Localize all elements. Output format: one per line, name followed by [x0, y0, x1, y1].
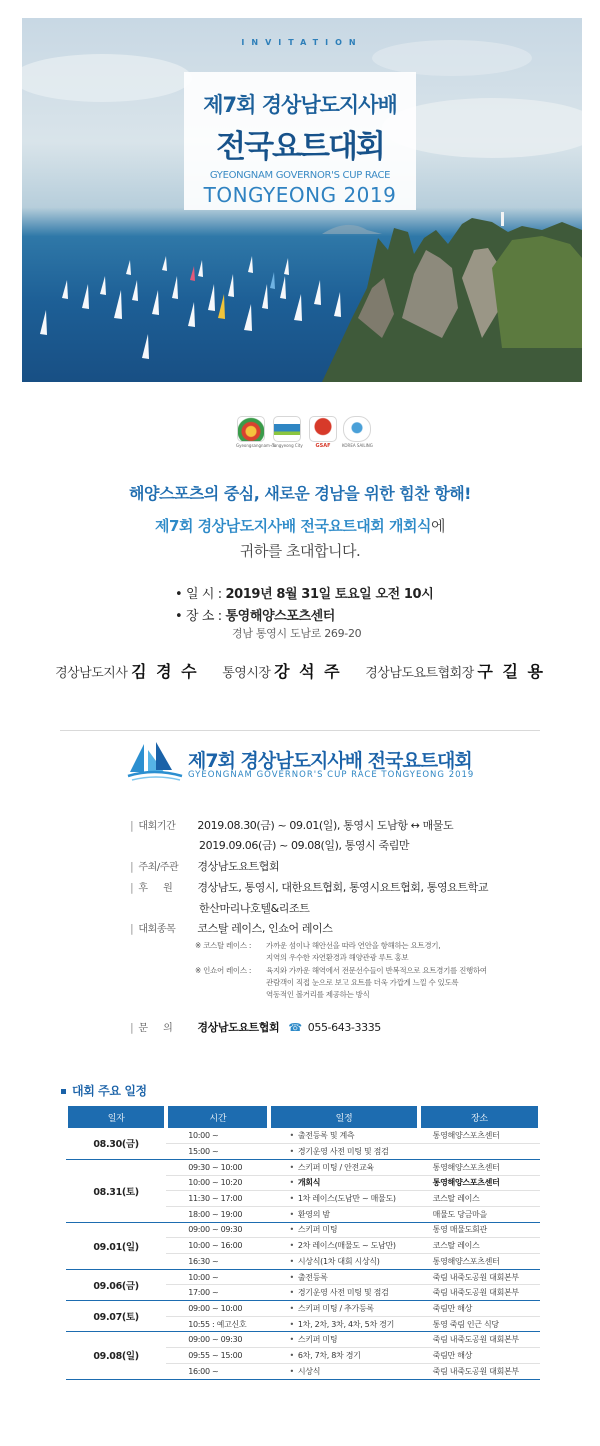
schedule-item: • 환영의 밤: [269, 1206, 418, 1222]
header-place: 장소: [419, 1106, 540, 1128]
hero-subtitle-en: GYEONGNAM GOVERNOR'S CUP RACE: [209, 170, 391, 181]
schedule-place: 통영해양스포츠센터: [419, 1175, 540, 1191]
period-2: 2019.09.06(금) ~ 09.08(일), 통영시 죽림만: [199, 839, 410, 852]
invitation-label: INVITATION: [241, 38, 363, 47]
period-row: | 대회기간 2019.08.30(금) ~ 09.01(일), 통영시 도남항 ↔ 매물도: [130, 819, 454, 832]
schedule-date: 08.30(금): [66, 1128, 166, 1159]
schedule-time: 10:55 : 예고신호: [166, 1316, 269, 1332]
gyeongnam-logo: Gyeongsangnam-do: [236, 416, 266, 454]
signers: [0, 659, 600, 682]
event-subtitle: GYEONGNAM GOVERNOR'S CUP RACE TONGYEONG 2019: [188, 770, 475, 780]
divider: [60, 730, 540, 731]
schedule-date: 09.06(금): [66, 1269, 166, 1300]
sponsor-logos: [236, 416, 376, 456]
signer-name: 구 길 용: [477, 662, 545, 681]
schedule-time: 09:00 ~ 09:30: [166, 1332, 269, 1348]
note-inshore-2: 관람객이 직접 눈으로 보고 요트를 더욱 가깝게 느낄 수 있도록: [266, 978, 459, 987]
phone-icon: ☎: [288, 1021, 302, 1034]
schedule-header-row: [66, 1106, 540, 1128]
schedule-item: • 스키퍼 미팅 / 안전교육: [269, 1159, 418, 1175]
schedule-place: 죽림 내죽도공원 대회본부: [419, 1332, 540, 1348]
schedule-place: 통영해양스포츠센터: [419, 1159, 540, 1175]
hero-title-line1: 제7회 경상남도지사배: [203, 93, 397, 117]
schedule-place: 통영해양스포츠센터: [419, 1128, 540, 1144]
schedule-title: 대회 주요 일정: [61, 1082, 147, 1099]
schedule-item: • 출전등록 및 계측: [269, 1128, 418, 1144]
sponsor-2: 한산마리나호텔&리조트: [199, 902, 310, 915]
schedule-date: 09.08(일): [66, 1332, 166, 1379]
schedule-date: 08.31(토): [66, 1159, 166, 1222]
signer-title: 경상남도지사: [55, 666, 128, 681]
period-label: 대회기간: [138, 821, 176, 832]
schedule-time: 15:00 ~: [166, 1144, 269, 1160]
schedule-time: 10:00 ~ 16:00: [166, 1238, 269, 1254]
date-label: • 일 시 :: [175, 587, 222, 602]
place-info: [175, 605, 335, 624]
table-row: [66, 1269, 540, 1285]
schedule-time: 16:00 ~: [166, 1363, 269, 1379]
schedule-item: • 스키퍼 미팅: [269, 1222, 418, 1238]
schedule-place: 통영 매물도회관: [419, 1222, 540, 1238]
signer-name: 강 석 주: [274, 662, 342, 681]
invitation-line: [0, 515, 600, 536]
sailboat-logo-icon: [126, 740, 184, 782]
events-value: 코스탈 레이스, 인쇼어 레이스: [197, 922, 333, 935]
schedule-place: 통영 죽림 인근 식당: [419, 1316, 540, 1332]
sponsor-label: 후 원: [138, 883, 179, 894]
schedule-place: 죽림만 해상: [419, 1301, 540, 1317]
schedule-place: 통영해양스포츠센터: [419, 1254, 540, 1270]
schedule-time: 18:00 ~ 19:00: [166, 1206, 269, 1222]
gsaf-logo: GSAF: [308, 416, 338, 454]
schedule-place: [419, 1144, 540, 1160]
place-value: 통영해양스포츠센터: [225, 609, 335, 624]
invitation-request: 귀하를 초대합니다.: [239, 542, 361, 560]
table-row: [66, 1222, 540, 1238]
signer-title: 경상남도요트협회장: [365, 666, 474, 681]
table-row: [66, 1332, 540, 1348]
schedule-table: [64, 1106, 542, 1380]
place-label: • 장 소 :: [175, 609, 222, 624]
hero-subtitle-place: TONGYEONG 2019: [203, 183, 397, 207]
note-inshore-1: 육지와 가까운 해역에서 전문선수들이 반복적으로 요트경기를 진행하여: [266, 966, 487, 975]
header-time: 시간: [166, 1106, 269, 1128]
contact-label: 문 의: [138, 1023, 179, 1034]
hero-title-line2: 전국요트대회: [216, 129, 384, 165]
sponsor-1: 경상남도, 통영시, 대한요트협회, 통영시요트협회, 통영요트학교: [197, 881, 489, 894]
event-title: 제7회 경상남도지사배 전국요트대회: [188, 750, 472, 772]
event-name: 제7회 경상남도지사배 전국요트대회 개회식: [155, 517, 431, 535]
address: 경남 통영시 도남로 269-20: [232, 627, 362, 640]
schedule-time: 10:00 ~: [166, 1128, 269, 1144]
host-row: | 주최/주관 경상남도요트협회: [130, 860, 280, 873]
schedule-place: 코스탈 레이스: [419, 1191, 540, 1207]
schedule-place: 죽림만 해상: [419, 1348, 540, 1364]
schedule-item: • 2차 레이스(매물도 ~ 도남만): [269, 1238, 418, 1254]
signer-name: 김 경 수: [131, 662, 199, 681]
schedule-item: • 1차 레이스(도남만 ~ 매물도): [269, 1191, 418, 1207]
events-row: | 대회종목 코스탈 레이스, 인쇼어 레이스: [130, 922, 333, 935]
contact-row: | 문 의 경상남도요트협회 ☎ 055-643-3335: [130, 1021, 381, 1034]
korea-sailing-logo: KOREA SAILING: [342, 416, 372, 454]
schedule-date: 09.01(일): [66, 1222, 166, 1269]
schedule-place: 매물도 당금마을: [419, 1206, 540, 1222]
note-inshore-label: ※ 인쇼어 레이스 :: [195, 966, 252, 975]
signer-title: 통영시장: [222, 666, 271, 681]
contact-phone[interactable]: 055-643-3335: [307, 1021, 381, 1034]
event-suffix: 에: [430, 517, 445, 535]
schedule-time: 16:30 ~: [166, 1254, 269, 1270]
contact-org: 경상남도요트협회: [197, 1021, 280, 1034]
schedule-time: 17:00 ~: [166, 1285, 269, 1301]
hero-image: [22, 18, 582, 382]
schedule-item: • 시상식: [269, 1363, 418, 1379]
period-1: 2019.08.30(금) ~ 09.01(일), 통영시 도남항 ↔ 매물도: [197, 819, 454, 832]
schedule-item: • 시상식(1차 대회 시상식): [269, 1254, 418, 1270]
tongyeong-logo: Tongyeong City: [272, 416, 302, 454]
table-row: [66, 1301, 540, 1317]
header-item: 일정: [269, 1106, 418, 1128]
schedule-time: 11:30 ~ 17:00: [166, 1191, 269, 1207]
schedule-item: • 경기운영 사전 미팅 및 점검: [269, 1285, 418, 1301]
table-row: [66, 1159, 540, 1175]
schedule-item: • 출전등록: [269, 1269, 418, 1285]
schedule-item: • 6차, 7차, 8차 경기: [269, 1348, 418, 1364]
schedule-time: 10:00 ~ 10:20: [166, 1175, 269, 1191]
host-value: 경상남도요트협회: [197, 860, 280, 873]
schedule-place: 코스탈 레이스: [419, 1238, 540, 1254]
sponsor-row: | 후 원 경상남도, 통영시, 대한요트협회, 통영시요트협회, 통영요트학교: [130, 881, 489, 894]
note-coastal-2: 지역의 우수한 자연환경과 해양관광 루트 홍보: [266, 953, 409, 962]
table-row: [66, 1128, 540, 1144]
schedule-place: 죽림 내죽도공원 대회본부: [419, 1363, 540, 1379]
schedule-item: • 스키퍼 미팅 / 추가등록: [269, 1301, 418, 1317]
schedule-time: 09:55 ~ 15:00: [166, 1348, 269, 1364]
schedule-item: • 스키퍼 미팅: [269, 1332, 418, 1348]
schedule-item: • 경기운영 사전 미팅 및 점검: [269, 1144, 418, 1160]
schedule-time: 09:00 ~ 09:30: [166, 1222, 269, 1238]
schedule-date: 09.07(토): [66, 1301, 166, 1332]
title-box: [184, 72, 416, 210]
schedule-place: 죽림 내죽도공원 대회본부: [419, 1285, 540, 1301]
slogan: 해양스포츠의 중심, 새로운 경남을 위한 힘찬 항해!: [129, 484, 471, 503]
note-inshore-3: 역동적인 볼거리를 제공하는 방식: [266, 990, 370, 999]
host-label: 주최/주관: [138, 862, 179, 873]
header-date: 일자: [66, 1106, 166, 1128]
date-value: 2019년 8월 31일 토요일 오전 10시: [225, 587, 434, 602]
date-info: [175, 583, 433, 602]
note-coastal-1: 가까운 섬이나 해안선을 따라 연안을 항해하는 요트경기,: [266, 941, 441, 950]
note-coastal-label: ※ 코스탈 레이스 :: [195, 941, 252, 950]
schedule-item: • 1차, 2차, 3차, 4차, 5차 경기: [269, 1316, 418, 1332]
schedule-time: 10:00 ~: [166, 1269, 269, 1285]
schedule-time: 09:30 ~ 10:00: [166, 1159, 269, 1175]
schedule-item: • 개회식: [269, 1175, 418, 1191]
schedule-place: 죽림 내죽도공원 대회본부: [419, 1269, 540, 1285]
schedule-time: 09:00 ~ 10:00: [166, 1301, 269, 1317]
events-label: 대회종목: [138, 924, 176, 935]
